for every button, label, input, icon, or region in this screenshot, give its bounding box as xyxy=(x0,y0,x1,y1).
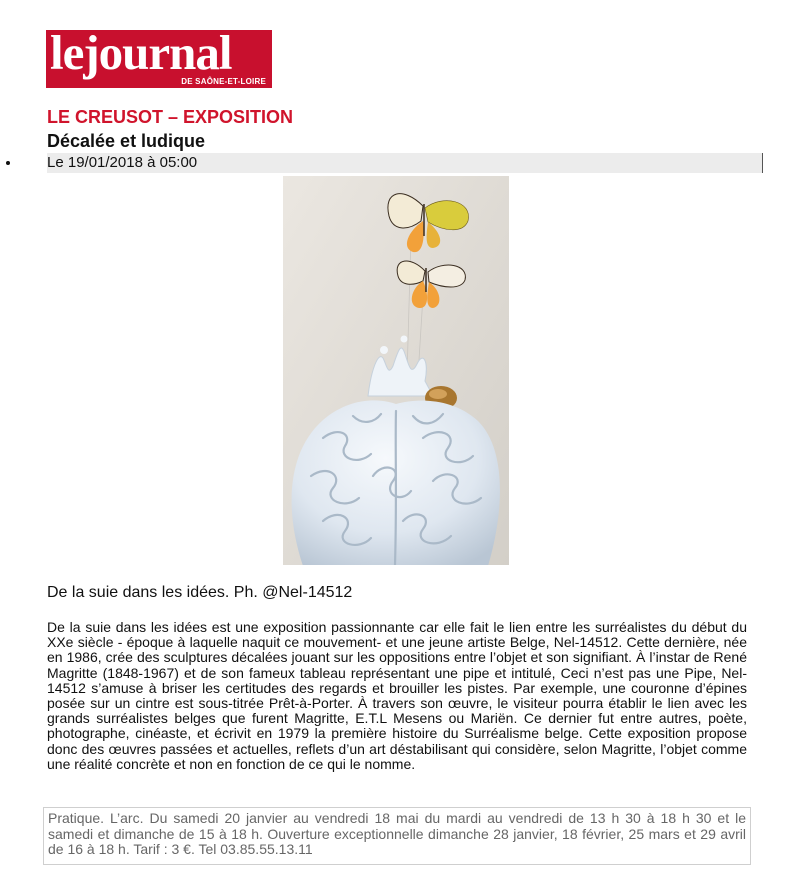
masthead-logo[interactable] xyxy=(46,25,272,88)
bullet-icon xyxy=(6,161,10,165)
article-body: De la suie dans les idées est une exposition passionnante car elle fait le lien entre les surréalistes du début du XXe siècle - époque à laquelle naquit ce mouvement- et une jeune artiste Belge, Nel-14512. Cette dernière, née en 1986, crée des sculptures décalées jouant sur les oppositions entre l’objet et son signifiant. À l’instar de René Magritte (1848-1967) et de son fameux tableau représentant une pipe et intitulé, Ceci n’est pas une Pipe, Nel-14512 s’amuse à briser les certitudes des regards et brouiller les pistes. Par exemple, une couronne d’épines posée sur un cintre est sous-titrée Prêt-à-Porter. À travers son œuvre, le visiteur pourra établir le lien avec les grands surréalistes belges que furent Magritte, E.T.L Mesens ou Mariën. Ce dernier fut entre autres, poète, photographe, cinéaste, et écrivit en 1979 la première histoire du Surréalisme belge. Cette exposition propose donc des œuvres passées et actuelles, reflets d’un art déstabilisant qui considère, selon Magritte, l’objet comme une réalité concrète et non en fonction de ce qui le nomme. xyxy=(47,619,747,772)
practical-info-box: Pratique. L’arc. Du samedi 20 janvier au vendredi 18 mai du mardi au vendredi de 13 h 30 à 18 h 30 et le samedi et dimanche de 15 à 18 h. Ouverture exceptionnelle dimanche 28 janvier, 18 février, 25 mars et 29 avril de 16 à 18 h. Tarif : 3 €. Tel 03.85.55.13.11 xyxy=(43,807,751,865)
logo-subtitle: DE SAÔNE-ET-LOIRE xyxy=(181,77,266,86)
sculpture-photo-image xyxy=(283,176,509,565)
publish-date: Le 19/01/2018 à 05:00 xyxy=(47,154,198,171)
article-photo[interactable] xyxy=(283,176,509,565)
article-headline: Décalée et ludique xyxy=(47,131,206,151)
article-kicker: LE CREUSOT – EXPOSITION xyxy=(47,107,294,127)
photo-caption: De la suie dans les idées. Ph. @Nel-14512 xyxy=(47,584,353,601)
logo-wordmark: lejournal xyxy=(50,25,232,80)
dateline-bar xyxy=(47,153,763,173)
